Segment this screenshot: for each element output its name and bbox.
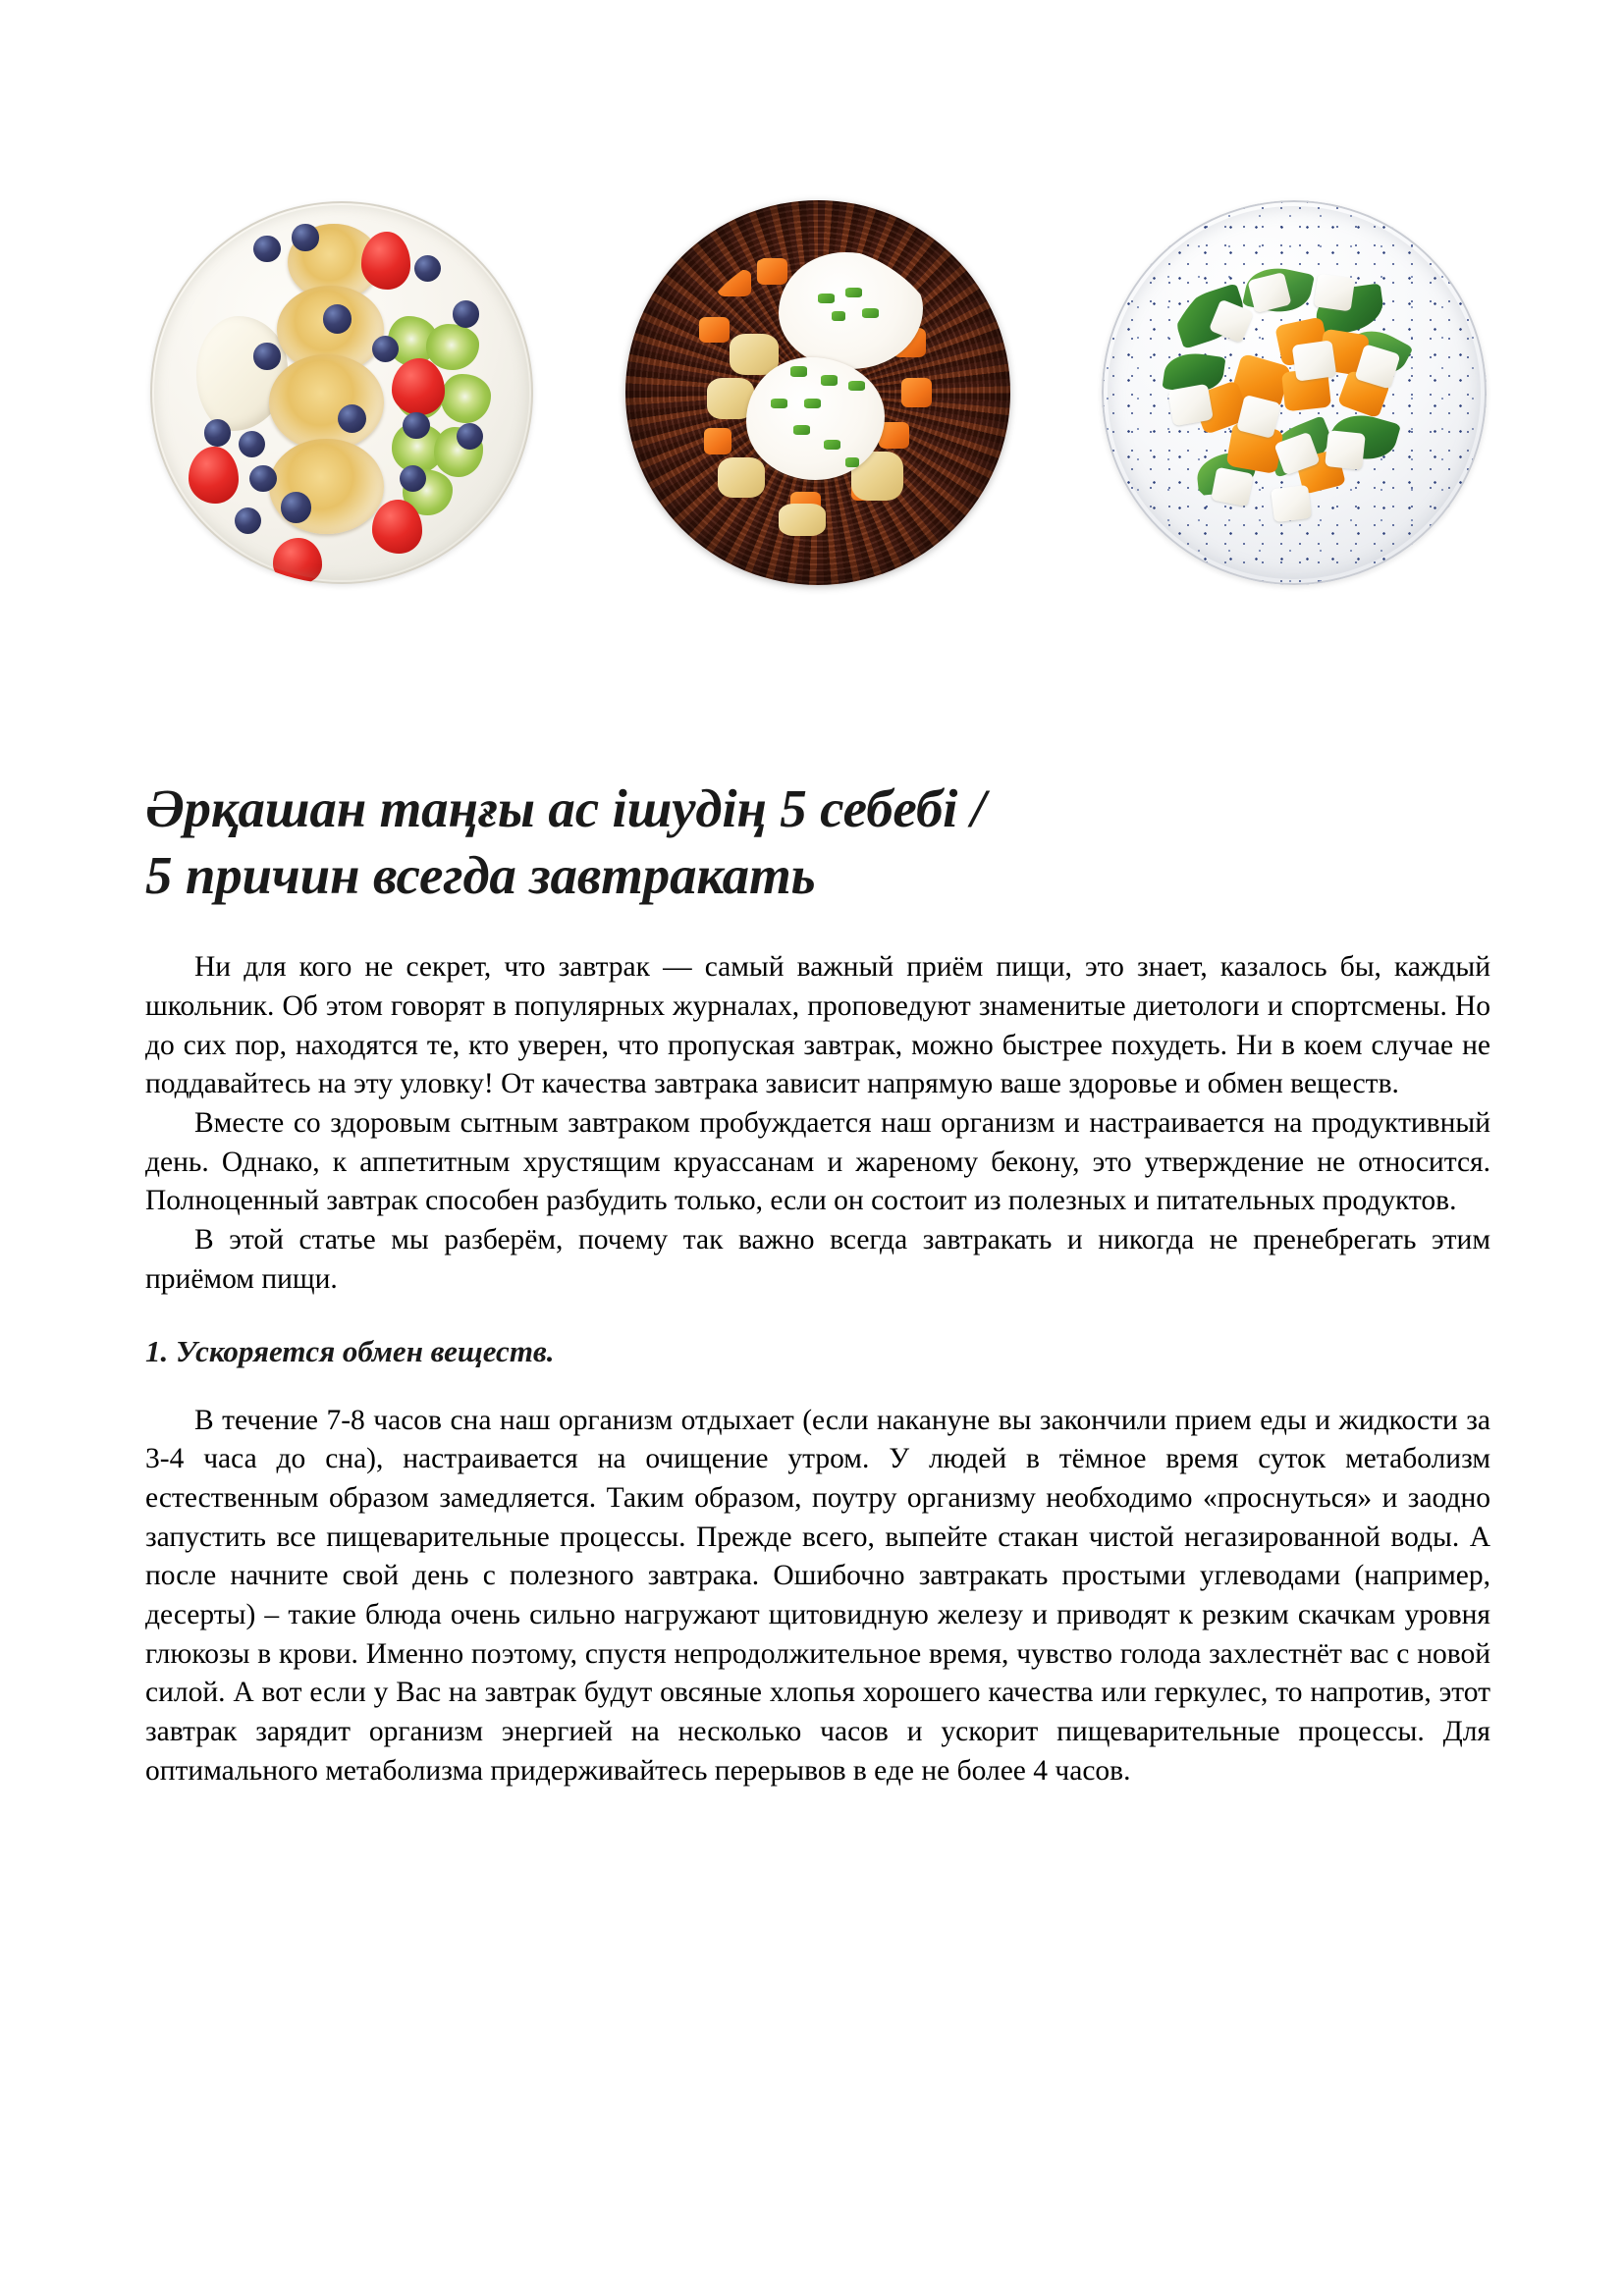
carrot-cube-7 (704, 428, 731, 454)
pancake-1 (288, 224, 380, 300)
kiwi-slice-6 (434, 427, 484, 477)
section-1-paragraph: В течение 7-8 часов сна наш организм отдыхает (если накануне вы закончили прием еды и жидкости за 3-4 часа до сна), настраивается на очищение утром. У людей в тёмное время суток метаболизм естественным образом замедляется. Таким образом, поутру организму необходимо «проснуться» и заодно запустить все пищеварительные процессы. Прежде всего, выпейте стакан чистой негазированной воды. А после начните свой день с полезного завтрака. Ошибочно завтракать простыми углеводами (например, десерты) – такие блюда очень сильно нагружают щитовидную железу и приводят к резким скачкам уровня глюкозы в крови. Именно поэтому, спустя непродолжительное время, чувство голода захлестнёт вас с новой силой. А вот если у Вас на завтрак будут овсяные хлопья хорошего качества или геркулес, то напротив, этот завтрак зарядит организм энергией на несколько часов и ускорит пищеварительные процессы. Для оптимального метаболизма придерживайтесь перерывов в еде не более 4 часов. (145, 1404, 1490, 1787)
carrot-cube-4 (893, 328, 926, 357)
blueberry-2 (292, 224, 318, 250)
potato-chunk-4 (851, 452, 904, 502)
kiwi-slice-2 (426, 324, 480, 370)
poached-egg-2 (746, 357, 885, 480)
woven-bowl (625, 200, 1010, 585)
feta-cube-6 (1167, 384, 1214, 426)
sour-cream-dollop (196, 316, 289, 431)
blueberry-16 (400, 465, 426, 492)
chive-1 (818, 294, 835, 303)
spinach-leaf-3 (1313, 283, 1385, 336)
kiwi-slice-3 (396, 370, 446, 420)
kiwi-slice-7 (403, 469, 453, 515)
potato-chunk-5 (779, 504, 826, 536)
spinach-leaf-4 (1341, 320, 1413, 385)
blueberry-1 (253, 236, 280, 262)
pumpkin-cube-6 (1226, 422, 1284, 475)
chive-7 (848, 381, 865, 391)
feta-cube-2 (1209, 298, 1254, 343)
carrot-cube-9 (851, 474, 879, 501)
section-heading-1: 1. Ускоряется обмен веществ. (145, 1334, 555, 1369)
chive-10 (793, 425, 810, 435)
pumpkin-cube-8 (1337, 370, 1390, 418)
paragraph-2: Вместе со здоровым сытным завтраком пробуждается наш организм и настраивается на продуктивный день. Однако, к аппетитным хрустящим круассанам и жареному бекону, это утверждение не относится. Полноценный завтрак способен разбудить только, если он состоит из полезных и питательных продуктов. (145, 1107, 1490, 1217)
blueberry-3 (414, 255, 441, 282)
raspberry-5 (273, 538, 323, 584)
feta-cube-11 (1271, 485, 1312, 522)
raspberry-3 (189, 447, 239, 505)
potato-chunk-1 (730, 334, 780, 375)
breakfast-photo-strip (145, 187, 1490, 638)
blueberry-8 (338, 404, 366, 433)
feta-cube-8 (1273, 432, 1321, 476)
pumpkin-cube-3 (1229, 353, 1291, 410)
carrot-cube-1 (718, 270, 751, 296)
pancake-4 (269, 439, 384, 535)
carrot-cube-5 (901, 378, 932, 407)
blueberry-15 (235, 507, 261, 534)
blueberry-6 (253, 343, 280, 369)
speckled-bowl (1102, 200, 1487, 585)
breakfast-photo-pumpkin-feta-salad (1098, 187, 1490, 599)
pumpkin-cube-1 (1274, 316, 1330, 367)
spinach-leaf-2 (1242, 262, 1315, 319)
pumpkin-cube-7 (1296, 449, 1346, 494)
pumpkin-cube-4 (1281, 368, 1331, 411)
blueberry-7 (372, 336, 399, 362)
spinach-leaf-5 (1163, 349, 1226, 397)
kiwi-slice-4 (441, 374, 491, 424)
blueberry-5 (453, 300, 479, 327)
paragraph-1: Ни для кого не секрет, что завтрак — самый важный приём пищи, это знает, казалось бы, каждый школьник. Об этом говорят в популярных журналах, проповедуют знаменитые диетологи и спортсмены. Но до сих пор, находятся те, кто уверен, что пропуская завтрак, можно быстрее похудеть. Ни в коем случае не поддавайтесь на эту уловку! От качества завтрака зависит напрямую ваше здоровье и обмен веществ. (145, 951, 1490, 1100)
article-body (145, 775, 1490, 1790)
potato-chunk-6 (868, 305, 909, 341)
chive-4 (862, 308, 879, 318)
spinach-leaf-7 (1326, 406, 1401, 467)
breakfast-photo-eggs-potatoes (622, 187, 1014, 599)
carrot-cube-8 (790, 492, 821, 518)
blueberry-10 (457, 423, 483, 450)
blueberry-4 (323, 304, 352, 333)
pancake-2 (277, 286, 384, 374)
carrot-cube-2 (757, 258, 787, 285)
carrot-cube-6 (879, 422, 909, 449)
chive-9 (804, 399, 821, 408)
pancake-3 (269, 354, 384, 451)
breakfast-photo-pancakes-berries (145, 187, 538, 599)
spinach-leaf-8 (1195, 451, 1258, 496)
spinach-leaf-1 (1170, 284, 1252, 350)
pumpkin-cube-5 (1191, 380, 1251, 436)
chive-11 (824, 440, 840, 450)
raspberry-4 (372, 500, 422, 554)
potato-chunk-3 (718, 457, 765, 499)
feta-cube-1 (1248, 272, 1292, 313)
blueberry-14 (281, 492, 311, 522)
chive-3 (832, 311, 845, 321)
chive-8 (771, 399, 787, 408)
feta-cube-7 (1236, 395, 1281, 439)
feta-cube-10 (1211, 467, 1254, 507)
white-plate (150, 201, 533, 584)
page-title-line-kk: Әрқашан таңғы ас ішудің 5 себебі / (145, 778, 986, 838)
kiwi-slice-5 (392, 423, 446, 473)
chive-12 (845, 457, 859, 467)
spinach-leaf-6 (1262, 415, 1337, 478)
carrot-cube-3 (699, 317, 730, 344)
blueberry-9 (403, 412, 429, 439)
paragraph-3: В этой статье мы разберём, почему так важно всегда завтракать и никогда не пренебрегать этим приёмом пищи. (145, 1224, 1490, 1295)
kiwi-slice-1 (388, 316, 438, 366)
chive-6 (821, 375, 838, 385)
blueberry-11 (204, 419, 231, 446)
page-title (145, 775, 1490, 909)
chive-2 (845, 288, 862, 297)
chive-5 (790, 366, 807, 376)
potato-chunk-2 (707, 378, 754, 419)
feta-cube-3 (1314, 274, 1356, 312)
blueberry-13 (249, 465, 276, 492)
poached-egg-1 (779, 252, 923, 369)
raspberry-1 (361, 232, 411, 290)
raspberry-2 (392, 358, 446, 416)
feta-cube-4 (1292, 341, 1337, 382)
feta-cube-5 (1354, 344, 1400, 389)
page-title-line-ru: 5 причин всегда завтракать (145, 845, 816, 906)
pumpkin-cube-2 (1318, 329, 1370, 377)
blueberry-12 (239, 431, 265, 457)
feta-cube-9 (1325, 430, 1366, 470)
